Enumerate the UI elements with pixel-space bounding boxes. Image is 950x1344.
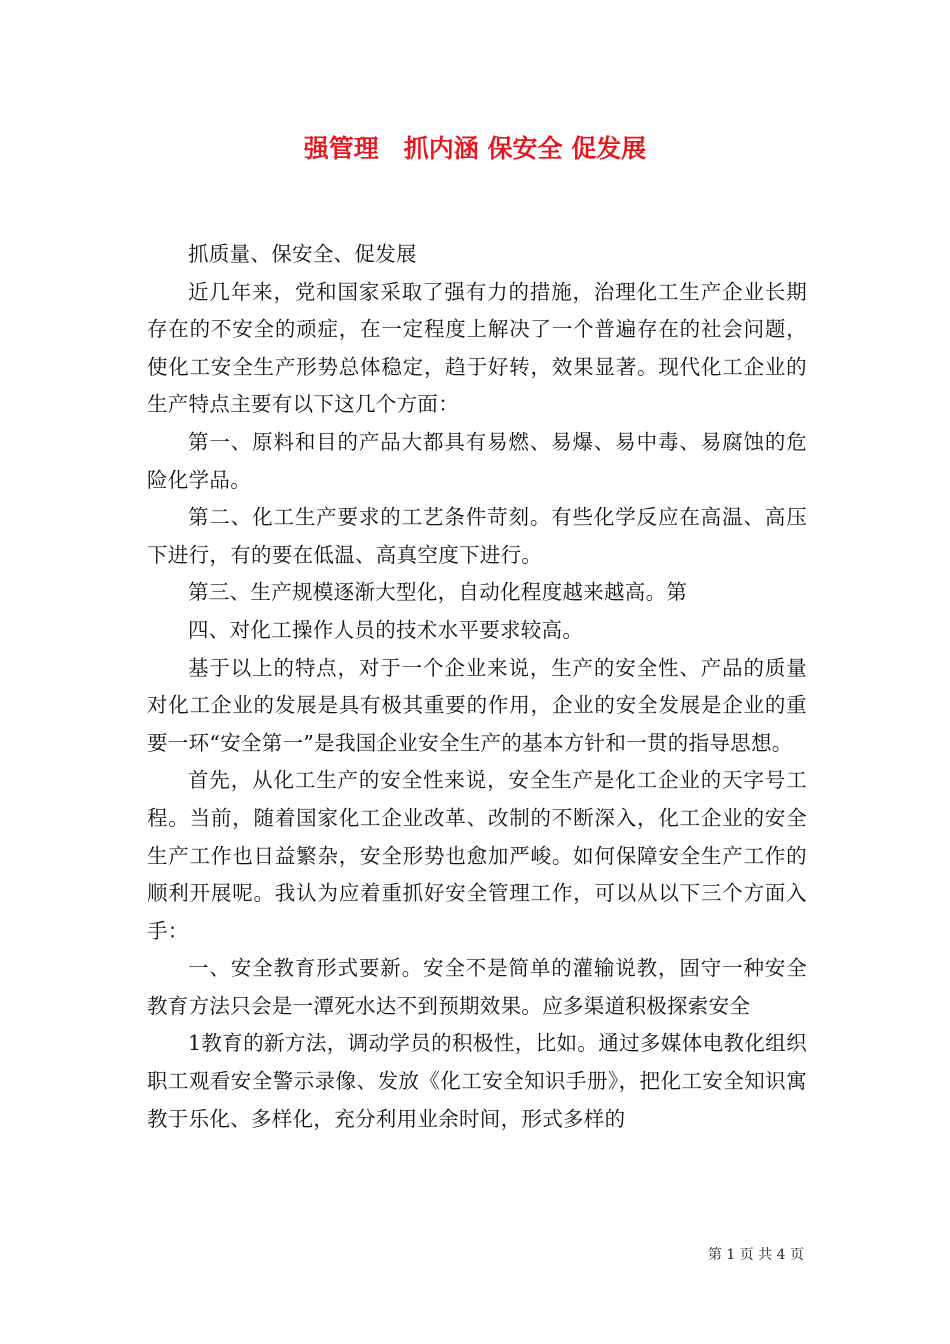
paragraph: 1教育的新方法，调动学员的积极性，比如。通过多媒体电教化组织职工观看安全警示录像、发放《化工安全知识手册》，把化工安全知识寓教于乐化、多样化，充分利用业余时间，形式多样的: [147, 1031, 807, 1131]
page-number-footer: 第 1 页 共 4 页: [707, 1247, 804, 1263]
paragraph: 第二、化工生产要求的工艺条件苛刻。有些化学反应在高温、高压下进行，有的要在低温、高真空度下进行。: [147, 505, 807, 567]
paragraph: 首先，从化工生产的安全性来说，安全生产是化工企业的天字号工程。当前，随着国家化工企业改革、改制的不断深入，化工企业的安全生产工作也日益繁杂，安全形势也愈加严峻。如何保障安全生产工作的顺利开展呢。我认为应着重抓好安全管理工作，可以从以下三个方面入手：: [147, 768, 807, 943]
document-title: 强管理 抓内涵 保安全 促发展: [303, 134, 647, 163]
paragraph: 抓质量、保安全、促发展: [188, 242, 417, 266]
paragraph: 近几年来，党和国家采取了强有力的措施，治理化工生产企业长期存在的不安全的顽症，在一定程度上解决了一个普遍存在的社会问题，使化工安全生产形势总体稳定，趋于好转，效果显著。现代化工企业的生产特点主要有以下这几个方面：: [147, 279, 807, 417]
paragraph: 第三、生产规模逐渐大型化，自动化程度越来越高。第: [188, 580, 688, 605]
paragraph: 第一、原料和目的产品大都具有易燃、易爆、易中毒、易腐蚀的危险化学品。: [147, 429, 807, 492]
document-body: [147, 236, 807, 1138]
paragraph: 四、对化工操作人员的技术水平要求较高。: [188, 617, 584, 642]
paragraph: 基于以上的特点，对于一个企业来说，生产的安全性、产品的质量对化工企业的发展是具有极其重要的作用，企业的安全发展是企业的重要一环“安全第一”是我国企业安全生产的基本方针和一贯的指导思想。: [147, 655, 807, 755]
paragraph: 一、安全教育形式要新。安全不是简单的灌输说教，固守一种安全教育方法只会是一潭死水达不到预期效果。应多渠道积极探索安全: [147, 956, 807, 1018]
